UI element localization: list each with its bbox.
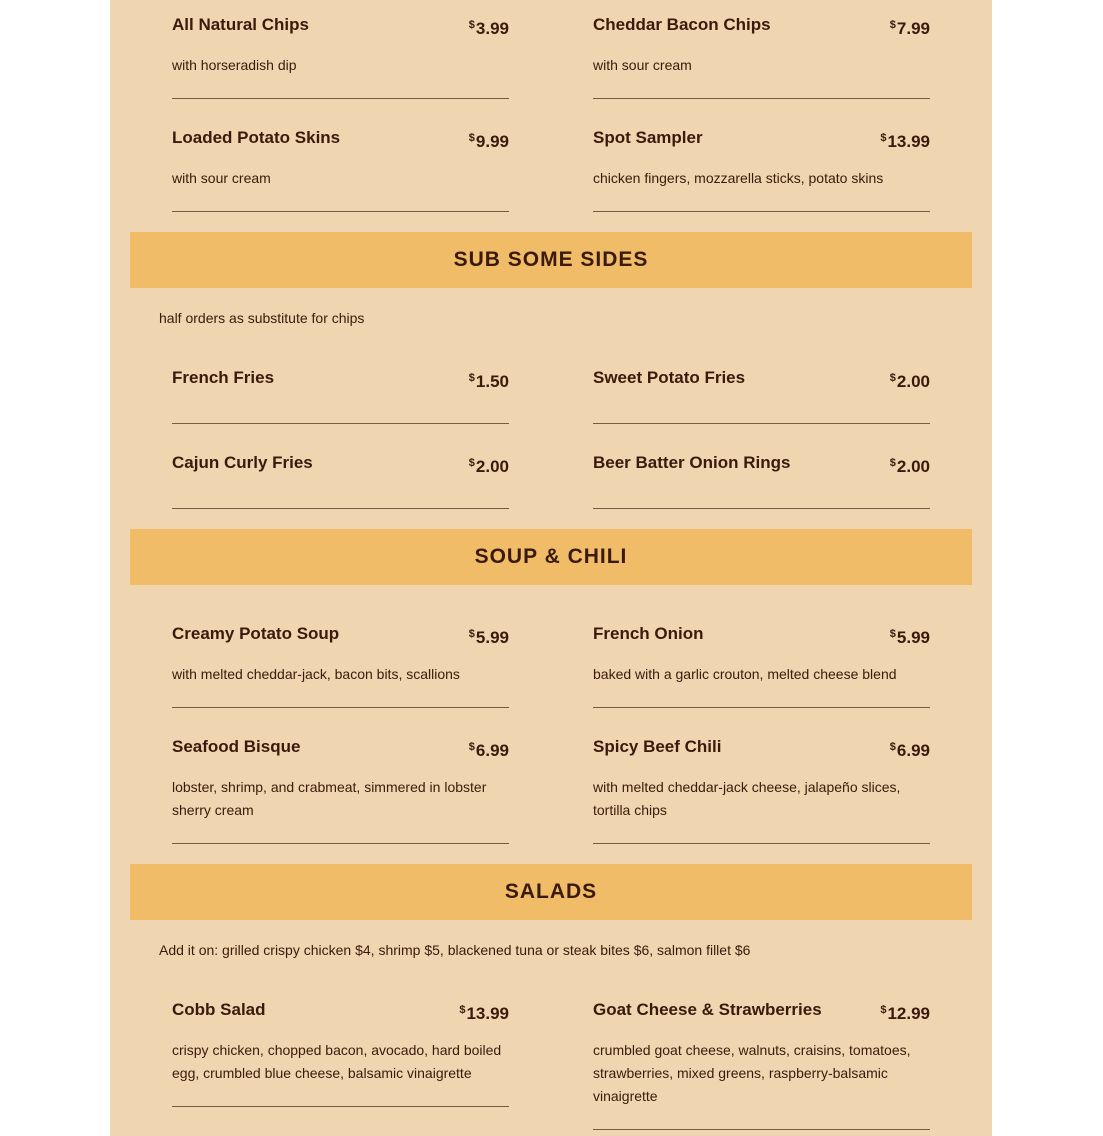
menu-item-price: $6.99 [889,741,930,760]
menu-item-name: French Fries [172,368,275,387]
menu-item-description: with melted cheddar-jack cheese, jalapeño slices, tortilla chips [593,779,901,818]
divider [172,423,509,424]
divider [593,98,930,99]
divider [593,211,930,212]
section-header-soup: SOUP & CHILI [130,529,972,585]
menu-item-name: French Onion [593,624,704,643]
menu-item-name: Beer Batter Onion Rings [593,453,791,472]
divider [593,508,930,509]
divider [172,508,509,509]
divider [593,423,930,424]
menu-item-description: chicken fingers, mozzarella sticks, potato skins [593,170,884,186]
menu-item-description: crumbled goat cheese, walnuts, craisins, tomatoes, strawberries, mixed greens, raspberry-balsamic vinaigrette [593,1042,911,1104]
menu-item-description: crispy chicken, chopped bacon, avocado, hard boiled egg, crumbled blue cheese, balsamic vinaigrette [172,1042,502,1081]
menu-item-name: Cheddar Bacon Chips [593,15,771,34]
menu-item-price: $3.99 [468,19,509,38]
divider [172,707,509,708]
menu-item-price: $13.99 [880,132,930,151]
menu-item-name: Spicy Beef Chili [593,737,722,756]
menu-item-description: with melted cheddar-jack, bacon bits, scallions [172,666,460,682]
menu-item-price: $2.00 [889,372,930,391]
menu-item-description: with sour cream [593,57,692,73]
menu-item-name: Creamy Potato Soup [172,624,340,643]
menu-item-description: baked with a garlic crouton, melted cheese blend [593,666,897,682]
divider [172,98,509,99]
menu-item-name: All Natural Chips [172,15,309,34]
menu-item-name: Seafood Bisque [172,737,301,756]
menu-item-price: $6.99 [468,741,509,760]
divider [593,707,930,708]
menu-item-price: $2.00 [468,457,509,476]
section-note: Add it on: grilled crispy chicken $4, shrimp $5, blackened tuna or steak bites $6, salmon fillet $6 [159,942,751,958]
menu-item-name: Loaded Potato Skins [172,128,341,147]
section-note: half orders as substitute for chips [159,310,365,326]
menu-item-name: Goat Cheese & Strawberries [593,1000,822,1019]
menu-item-price: $2.00 [889,457,930,476]
menu-item-name: Cobb Salad [172,1000,266,1019]
menu-item-name: Cajun Curly Fries [172,453,313,472]
menu-item-name: Spot Sampler [593,128,703,147]
menu-item-price: $12.99 [880,1004,930,1023]
divider [172,211,509,212]
menu-item-price: $13.99 [459,1004,509,1023]
menu-item-name: Sweet Potato Fries [593,368,746,387]
menu-item-price: $5.99 [889,628,930,647]
menu-item-description: with sour cream [172,170,271,186]
menu-item-description: lobster, shrimp, and crabmeat, simmered in lobster sherry cream [172,779,487,818]
divider [593,1129,930,1130]
section-header-sides: SUB SOME SIDES [130,232,972,288]
menu-item-price: $7.99 [889,19,930,38]
divider [593,843,930,844]
menu-item-price: $5.99 [468,628,509,647]
section-header-salads: SALADS [130,864,972,920]
divider [172,1106,509,1107]
menu-item-price: $9.99 [468,132,509,151]
menu-item-price: $1.50 [468,372,509,391]
divider [172,843,509,844]
menu-item-description: with horseradish dip [172,57,297,73]
